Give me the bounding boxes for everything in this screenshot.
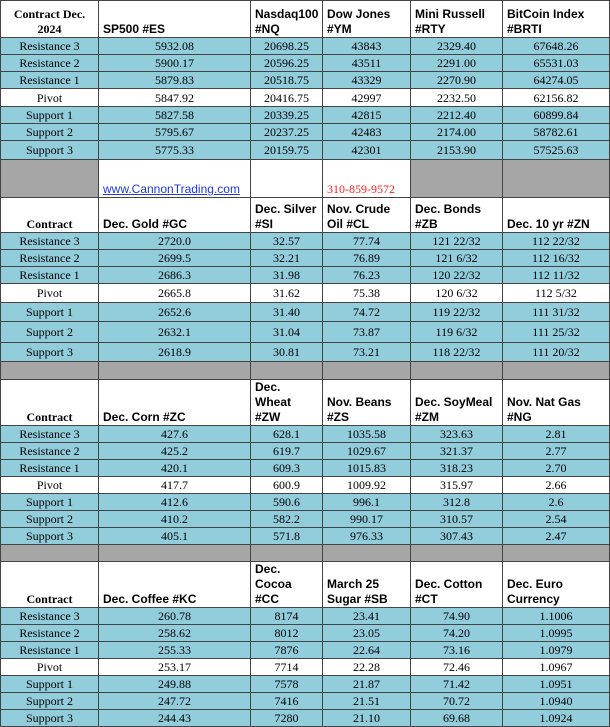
table-cell: 65531.03 — [503, 55, 610, 72]
table-cell: 253.17 — [99, 659, 251, 676]
table-cell: 315.97 — [411, 477, 503, 494]
column-header: Dec. Corn #ZC — [99, 380, 251, 426]
table-cell: 74.90 — [411, 608, 503, 625]
table-cell: 2270.90 — [411, 72, 503, 89]
table-cell: 571.8 — [251, 528, 323, 545]
table-row — [1, 233, 610, 250]
table-cell: 2291.00 — [411, 55, 503, 72]
table-row — [1, 107, 610, 124]
table-row — [1, 693, 610, 710]
table-cell: 412.6 — [99, 494, 251, 511]
separator-cell — [323, 362, 411, 380]
column-header: Mini Russell #RTY — [411, 1, 503, 38]
table-row — [1, 608, 610, 625]
separator-cell — [503, 362, 610, 380]
separator-cell — [1, 545, 99, 562]
table-row — [1, 72, 610, 89]
table-cell: 31.04 — [251, 322, 323, 343]
contract-label: Contract — [1, 198, 99, 233]
table-cell: 5900.17 — [99, 55, 251, 72]
table-cell: 73.16 — [411, 642, 503, 659]
separator-cell — [251, 545, 323, 562]
table-cell: 112 5/32 — [503, 284, 610, 303]
table-cell: 2.47 — [503, 528, 610, 545]
row-label: Support 1 — [1, 676, 99, 693]
column-header: Dec. Wheat #ZW — [251, 380, 323, 426]
column-header: Dec. Bonds #ZB — [411, 198, 503, 233]
column-header: Dec. 10 yr #ZN — [503, 198, 610, 233]
table-cell: 1.0967 — [503, 659, 610, 676]
table-cell: 249.88 — [99, 676, 251, 693]
table-cell: 255.33 — [99, 642, 251, 659]
table-cell: 2699.5 — [99, 250, 251, 267]
separator-cell — [251, 362, 323, 380]
table-cell: 5775.33 — [99, 141, 251, 160]
table-row — [1, 267, 610, 284]
table-cell: 71.42 — [411, 676, 503, 693]
separator-cell — [411, 160, 503, 198]
table-cell: 112 11/32 — [503, 267, 610, 284]
table-cell: 42997 — [323, 89, 411, 107]
table-cell: 20159.75 — [251, 141, 323, 160]
column-header: Dec. Coffee #KC — [99, 562, 251, 608]
table-cell: 20518.75 — [251, 72, 323, 89]
table-row — [1, 124, 610, 141]
table-row — [1, 460, 610, 477]
table-cell: 312.8 — [411, 494, 503, 511]
row-label: Pivot — [1, 284, 99, 303]
table-cell: 7578 — [251, 676, 323, 693]
table-cell: 2720.0 — [99, 233, 251, 250]
table-cell: 121 6/32 — [411, 250, 503, 267]
table-cell: 43843 — [323, 38, 411, 55]
section-header-row — [1, 562, 610, 608]
table-row — [1, 303, 610, 322]
column-header: Nov. Crude Oil #CL — [323, 198, 411, 233]
table-row — [1, 38, 610, 55]
separator-cell — [503, 160, 610, 198]
table-cell: 60899.84 — [503, 107, 610, 124]
table-cell: 21.10 — [323, 710, 411, 727]
table-cell: 619.7 — [251, 443, 323, 460]
table-row — [1, 710, 610, 727]
column-header: Dow Jones #YM — [323, 1, 411, 38]
table-cell: 119 6/32 — [411, 322, 503, 343]
table-cell: 996.1 — [323, 494, 411, 511]
row-label: Pivot — [1, 89, 99, 107]
row-label: Support 1 — [1, 494, 99, 511]
table-cell: 8012 — [251, 625, 323, 642]
table-cell: 244.43 — [99, 710, 251, 727]
row-label: Resistance 2 — [1, 443, 99, 460]
table-cell: 1.1006 — [503, 608, 610, 625]
table-cell: 2.66 — [503, 477, 610, 494]
table-cell: 42815 — [323, 107, 411, 124]
row-label: Resistance 3 — [1, 608, 99, 625]
row-label: Support 2 — [1, 124, 99, 141]
separator-cell — [1, 362, 99, 380]
table-cell: 5879.83 — [99, 72, 251, 89]
row-label: Resistance 1 — [1, 642, 99, 659]
table-cell: 7714 — [251, 659, 323, 676]
row-label: Support 3 — [1, 710, 99, 727]
table-cell: 2232.50 — [411, 89, 503, 107]
table-cell: 119 22/32 — [411, 303, 503, 322]
table-cell: 57525.63 — [503, 141, 610, 160]
row-label: Support 1 — [1, 303, 99, 322]
table-cell: 2.54 — [503, 511, 610, 528]
table-cell: 42301 — [323, 141, 411, 160]
table-cell: 7280 — [251, 710, 323, 727]
row-label: Support 2 — [1, 511, 99, 528]
row-label: Support 3 — [1, 343, 99, 362]
table-cell: 118 22/32 — [411, 343, 503, 362]
table-cell: 590.6 — [251, 494, 323, 511]
table-cell: 976.33 — [323, 528, 411, 545]
table-cell: 7876 — [251, 642, 323, 659]
table-cell: 43329 — [323, 72, 411, 89]
section-separator — [1, 545, 610, 562]
table-cell: 7416 — [251, 693, 323, 710]
column-header: Dec. Euro Currency — [503, 562, 610, 608]
table-cell: 247.72 — [99, 693, 251, 710]
column-header: Nov. Nat Gas #NG — [503, 380, 610, 426]
table-cell: 70.72 — [411, 693, 503, 710]
table-cell: 628.1 — [251, 426, 323, 443]
table-row — [1, 477, 610, 494]
table-cell: 43511 — [323, 55, 411, 72]
section-separator — [1, 160, 610, 198]
table-cell: 31.40 — [251, 303, 323, 322]
table-cell: 600.9 — [251, 477, 323, 494]
row-label: Resistance 2 — [1, 625, 99, 642]
table-cell: 112 16/32 — [503, 250, 610, 267]
table-cell: 32.21 — [251, 250, 323, 267]
table-cell: 20698.25 — [251, 38, 323, 55]
table-cell: 2686.3 — [99, 267, 251, 284]
table-cell: 318.23 — [411, 460, 503, 477]
table-cell: 42483 — [323, 124, 411, 141]
table-cell: 582.2 — [251, 511, 323, 528]
table-row — [1, 676, 610, 693]
section-separator — [1, 362, 610, 380]
table-cell: 2652.6 — [99, 303, 251, 322]
table-cell: 120 22/32 — [411, 267, 503, 284]
column-header: Dec. Cotton #CT — [411, 562, 503, 608]
column-header: SP500 #ES — [99, 1, 251, 38]
table-cell: 73.87 — [323, 322, 411, 343]
table-cell: 75.38 — [323, 284, 411, 303]
separator-cell — [99, 545, 251, 562]
separator-cell — [323, 545, 411, 562]
table-row — [1, 625, 610, 642]
table-cell: 73.21 — [323, 343, 411, 362]
separator-cell — [251, 160, 323, 198]
column-header: Nasdaq100 #NQ — [251, 1, 323, 38]
row-label: Support 2 — [1, 322, 99, 343]
table-cell: 31.62 — [251, 284, 323, 303]
table-cell: 405.1 — [99, 528, 251, 545]
table-cell: 22.64 — [323, 642, 411, 659]
table-cell: 20416.75 — [251, 89, 323, 107]
table-cell: 77.74 — [323, 233, 411, 250]
table-cell: 32.57 — [251, 233, 323, 250]
contract-label: Contract — [1, 562, 99, 608]
table-cell: 23.05 — [323, 625, 411, 642]
table-row — [1, 528, 610, 545]
row-label: Support 2 — [1, 693, 99, 710]
row-label: Support 1 — [1, 107, 99, 124]
table-row — [1, 284, 610, 303]
table-cell: 76.23 — [323, 267, 411, 284]
table-cell: 427.6 — [99, 426, 251, 443]
table-cell: 2632.1 — [99, 322, 251, 343]
separator-cell — [411, 545, 503, 562]
separator-cell — [1, 160, 99, 198]
column-header: Dec. Silver #SI — [251, 198, 323, 233]
table-cell: 21.51 — [323, 693, 411, 710]
table-cell: 2153.90 — [411, 141, 503, 160]
separator-cell — [99, 160, 251, 198]
table-row — [1, 426, 610, 443]
table-cell: 417.7 — [99, 477, 251, 494]
table-row — [1, 511, 610, 528]
table-cell: 5827.58 — [99, 107, 251, 124]
table-cell: 8174 — [251, 608, 323, 625]
table-row — [1, 55, 610, 72]
table-cell: 64274.05 — [503, 72, 610, 89]
table-cell: 120 6/32 — [411, 284, 503, 303]
table-cell: 112 22/32 — [503, 233, 610, 250]
table-cell: 260.78 — [99, 608, 251, 625]
row-label: Resistance 1 — [1, 267, 99, 284]
table-cell: 76.89 — [323, 250, 411, 267]
contract-label: Contract Dec. 2024 — [1, 1, 99, 38]
table-cell: 609.3 — [251, 460, 323, 477]
table-cell: 2329.40 — [411, 38, 503, 55]
column-header: Dec. SoyMeal #ZM — [411, 380, 503, 426]
table-cell: 1.0940 — [503, 693, 610, 710]
table-cell: 2.70 — [503, 460, 610, 477]
row-label: Pivot — [1, 659, 99, 676]
table-cell: 321.37 — [411, 443, 503, 460]
section-header-row — [1, 1, 610, 38]
row-label: Resistance 1 — [1, 460, 99, 477]
table-cell: 22.28 — [323, 659, 411, 676]
website-link[interactable]: www.CannonTrading.com — [103, 182, 240, 196]
row-label: Resistance 3 — [1, 38, 99, 55]
table-cell: 23.41 — [323, 608, 411, 625]
column-header: Dec. Gold #GC — [99, 198, 251, 233]
table-cell: 2.77 — [503, 443, 610, 460]
table-cell: 5932.08 — [99, 38, 251, 55]
table-row — [1, 443, 610, 460]
table-cell: 1029.67 — [323, 443, 411, 460]
table-row — [1, 343, 610, 362]
separator-cell — [503, 545, 610, 562]
table-row — [1, 250, 610, 267]
table-cell: 307.43 — [411, 528, 503, 545]
table-cell: 20339.25 — [251, 107, 323, 124]
row-label: Resistance 2 — [1, 55, 99, 72]
table-cell: 1.0951 — [503, 676, 610, 693]
table-cell: 323.63 — [411, 426, 503, 443]
table-row — [1, 659, 610, 676]
table-cell: 67648.26 — [503, 38, 610, 55]
row-label: Resistance 1 — [1, 72, 99, 89]
table-cell: 420.1 — [99, 460, 251, 477]
table-cell: 1.0924 — [503, 710, 610, 727]
table-cell: 1009.92 — [323, 477, 411, 494]
table-cell: 74.20 — [411, 625, 503, 642]
table-cell: 30.81 — [251, 343, 323, 362]
table-cell: 1.0995 — [503, 625, 610, 642]
table-cell: 2665.8 — [99, 284, 251, 303]
table-cell: 425.2 — [99, 443, 251, 460]
table-cell: 1035.58 — [323, 426, 411, 443]
row-label: Pivot — [1, 477, 99, 494]
table-cell: 5847.92 — [99, 89, 251, 107]
table-cell: 1.0979 — [503, 642, 610, 659]
table-cell: 310.57 — [411, 511, 503, 528]
column-header: March 25 Sugar #SB — [323, 562, 411, 608]
table-cell: 69.68 — [411, 710, 503, 727]
table-cell: 74.72 — [323, 303, 411, 322]
table-cell: 990.17 — [323, 511, 411, 528]
section-header-row — [1, 198, 610, 233]
table-cell: 111 25/32 — [503, 322, 610, 343]
table-cell: 111 20/32 — [503, 343, 610, 362]
row-label: Support 3 — [1, 528, 99, 545]
column-header: Dec. Cocoa #CC — [251, 562, 323, 608]
table-cell: 111 31/32 — [503, 303, 610, 322]
table-cell: 31.98 — [251, 267, 323, 284]
column-header: Nov. Beans #ZS — [323, 380, 411, 426]
table-row — [1, 141, 610, 160]
table-cell: 2212.40 — [411, 107, 503, 124]
table-row — [1, 322, 610, 343]
row-label: Support 3 — [1, 141, 99, 160]
table-cell: 2618.9 — [99, 343, 251, 362]
row-label: Resistance 2 — [1, 250, 99, 267]
table-cell: 2174.00 — [411, 124, 503, 141]
table-cell: 72.46 — [411, 659, 503, 676]
table-row — [1, 642, 610, 659]
table-cell: 258.62 — [99, 625, 251, 642]
table-cell: 5795.67 — [99, 124, 251, 141]
separator-cell — [323, 160, 411, 198]
table-cell: 21.87 — [323, 676, 411, 693]
table-cell: 410.2 — [99, 511, 251, 528]
row-label: Resistance 3 — [1, 426, 99, 443]
separator-cell — [99, 362, 251, 380]
row-label: Resistance 3 — [1, 233, 99, 250]
table-cell: 58782.61 — [503, 124, 610, 141]
table-cell: 2.81 — [503, 426, 610, 443]
separator-cell — [411, 362, 503, 380]
phone-number: 310-859-9572 — [327, 182, 395, 196]
table-cell: 2.6 — [503, 494, 610, 511]
table-cell: 20596.25 — [251, 55, 323, 72]
section-header-row — [1, 380, 610, 426]
table-cell: 62156.82 — [503, 89, 610, 107]
column-header: BitCoin Index #BRTI — [503, 1, 610, 38]
table-cell: 20237.25 — [251, 124, 323, 141]
table-row — [1, 89, 610, 107]
table-row — [1, 494, 610, 511]
table-cell: 1015.83 — [323, 460, 411, 477]
contract-label: Contract — [1, 380, 99, 426]
table-cell: 121 22/32 — [411, 233, 503, 250]
